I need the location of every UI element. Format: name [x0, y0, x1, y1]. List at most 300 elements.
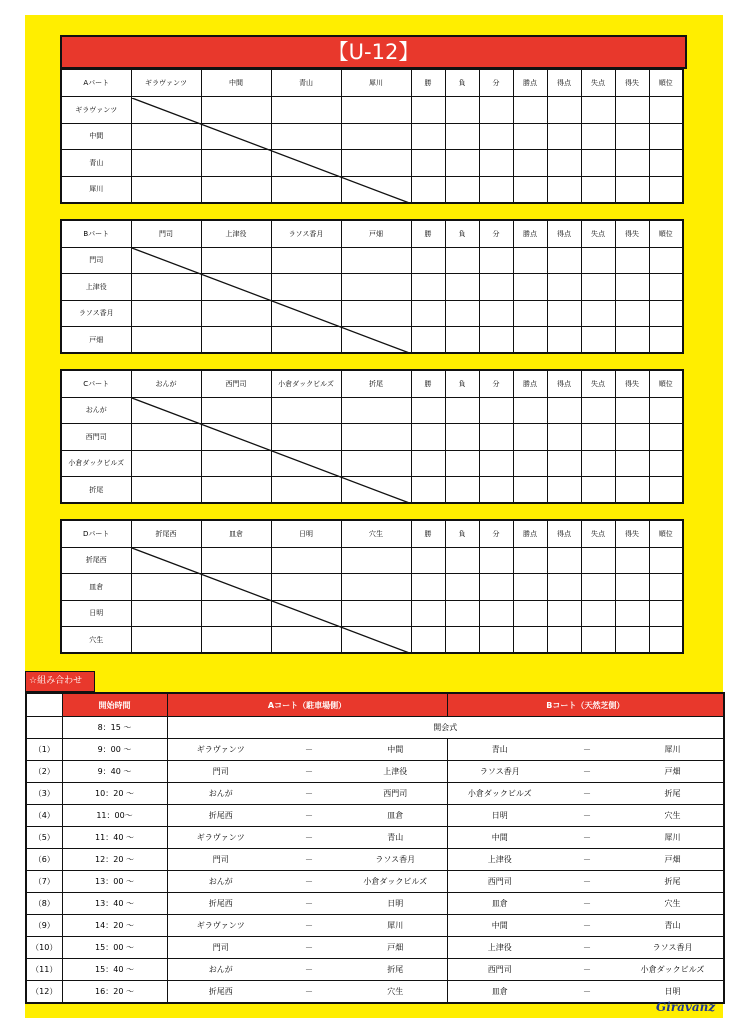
result-cell: [649, 600, 683, 627]
result-cell: [547, 477, 581, 504]
court-b-team-2: 折尾: [622, 783, 724, 805]
result-cell: [201, 123, 271, 150]
court-b-team-2: 戸畑: [622, 849, 724, 871]
match-number: （4）: [26, 805, 62, 827]
league-row: [61, 150, 683, 177]
result-cell: [615, 450, 649, 477]
league-row: [61, 123, 683, 150]
result-cell: [581, 150, 615, 177]
court-a-team-2: 皿倉: [344, 805, 447, 827]
result-cell: [513, 600, 547, 627]
result-cell: [547, 247, 581, 274]
team-column-header: 青山: [271, 70, 341, 97]
result-cell: [341, 547, 411, 574]
result-cell: [615, 150, 649, 177]
league-label: Aパート: [61, 70, 131, 97]
court-a-dash: －: [274, 937, 344, 959]
result-cell: [649, 450, 683, 477]
court-b-team-2: 犀川: [622, 827, 724, 849]
court-b-team-1: 小倉ダックビルズ: [447, 783, 552, 805]
result-cell: [649, 477, 683, 504]
court-a-dash: －: [274, 871, 344, 893]
result-cell: [411, 150, 445, 177]
court-a-dash: －: [274, 849, 344, 871]
result-cell: [201, 397, 271, 424]
result-cell: [513, 424, 547, 451]
result-cell: [649, 300, 683, 327]
result-cell: [581, 627, 615, 654]
court-b-dash: －: [552, 805, 622, 827]
court-b-dash: －: [552, 915, 622, 937]
result-cell: [341, 397, 411, 424]
result-cell: [513, 150, 547, 177]
result-cell: [479, 123, 513, 150]
result-cell: [341, 300, 411, 327]
result-cell: [201, 547, 271, 574]
result-cell: [513, 176, 547, 203]
match-time: 13：40 ～: [62, 893, 167, 915]
match-number: （1）: [26, 739, 62, 761]
result-cell: [479, 327, 513, 354]
court-a-dash: －: [274, 893, 344, 915]
result-cell: [581, 547, 615, 574]
stat-header: 失点: [581, 220, 615, 247]
stat-header: 負: [445, 70, 479, 97]
team-row-header: ギラヴァンツ: [61, 97, 131, 124]
result-cell: [341, 274, 411, 301]
schedule-table: [25, 692, 725, 1004]
result-cell: [271, 450, 341, 477]
court-b-dash: －: [552, 761, 622, 783]
schedule-row: [26, 915, 724, 937]
result-cell: [271, 150, 341, 177]
result-cell: [479, 397, 513, 424]
result-cell: [271, 600, 341, 627]
court-a-team-1: ギラヴァンツ: [167, 827, 274, 849]
result-cell: [513, 574, 547, 601]
result-cell: [479, 300, 513, 327]
league-label: Dパート: [61, 520, 131, 547]
schedule-row: [26, 959, 724, 981]
stat-header: 分: [479, 370, 513, 397]
team-column-header: 犀川: [341, 70, 411, 97]
court-b-team-1: 上津役: [447, 849, 552, 871]
match-number: （6）: [26, 849, 62, 871]
result-cell: [131, 574, 201, 601]
league-table: [60, 219, 684, 354]
result-cell: [479, 627, 513, 654]
court-a-team-2: 青山: [344, 827, 447, 849]
court-a-team-1: おんが: [167, 871, 274, 893]
league-header-row: [61, 370, 683, 397]
match-time: 15：00 ～: [62, 937, 167, 959]
team-column-header: 上津役: [201, 220, 271, 247]
result-cell: [411, 477, 445, 504]
court-b-team-1: 皿倉: [447, 981, 552, 1004]
result-cell: [649, 627, 683, 654]
result-cell: [547, 574, 581, 601]
court-b-team-2: 犀川: [622, 739, 724, 761]
result-cell: [131, 397, 201, 424]
team-row-header: おんが: [61, 397, 131, 424]
result-cell: [341, 627, 411, 654]
result-cell: [445, 150, 479, 177]
league-row: [61, 627, 683, 654]
page-title: 【U-12】: [60, 35, 687, 69]
result-cell: [341, 450, 411, 477]
court-a-dash: －: [274, 827, 344, 849]
result-cell: [445, 547, 479, 574]
result-cell: [411, 247, 445, 274]
court-b-dash: －: [552, 937, 622, 959]
league-row: [61, 300, 683, 327]
result-cell: [479, 274, 513, 301]
stat-header: 得失: [615, 370, 649, 397]
result-cell: [201, 150, 271, 177]
result-cell: [341, 574, 411, 601]
court-b-team-2: 穴生: [622, 893, 724, 915]
team-row-header: 中間: [61, 123, 131, 150]
result-cell: [649, 176, 683, 203]
court-b-dash: －: [552, 783, 622, 805]
court-b-dash: －: [552, 893, 622, 915]
league-row: [61, 450, 683, 477]
result-cell: [615, 300, 649, 327]
team-row-header: 折尾: [61, 477, 131, 504]
result-cell: [479, 97, 513, 124]
result-cell: [513, 300, 547, 327]
court-a-team-2: 小倉ダックビルズ: [344, 871, 447, 893]
result-cell: [271, 123, 341, 150]
court-b-dash: －: [552, 871, 622, 893]
court-a-team-2: 犀川: [344, 915, 447, 937]
stat-header: 勝点: [513, 520, 547, 547]
court-b-dash: －: [552, 959, 622, 981]
result-cell: [131, 176, 201, 203]
result-cell: [201, 247, 271, 274]
result-cell: [131, 123, 201, 150]
court-a-team-2: 上津役: [344, 761, 447, 783]
court-b-team-2: 穴生: [622, 805, 724, 827]
header-time: 開始時間: [62, 693, 167, 717]
court-b-team-2: 戸畑: [622, 761, 724, 783]
result-cell: [201, 477, 271, 504]
result-cell: [445, 424, 479, 451]
result-cell: [201, 327, 271, 354]
result-cell: [271, 274, 341, 301]
stat-header: 分: [479, 220, 513, 247]
result-cell: [271, 424, 341, 451]
court-b-team-1: 中間: [447, 915, 552, 937]
court-b-team-1: ラソス香月: [447, 761, 552, 783]
court-b-team-2: 青山: [622, 915, 724, 937]
result-cell: [513, 477, 547, 504]
result-cell: [445, 574, 479, 601]
court-b-team-1: 中間: [447, 827, 552, 849]
stat-header: 負: [445, 520, 479, 547]
result-cell: [271, 247, 341, 274]
result-cell: [411, 574, 445, 601]
result-cell: [341, 97, 411, 124]
result-cell: [513, 397, 547, 424]
team-column-header: 穴生: [341, 520, 411, 547]
header-court-b: Bコート（天然芝側）: [447, 693, 724, 717]
stat-header: 得失: [615, 70, 649, 97]
stat-header: 分: [479, 70, 513, 97]
result-cell: [131, 300, 201, 327]
stat-header: 失点: [581, 520, 615, 547]
team-column-header: おんが: [131, 370, 201, 397]
result-cell: [131, 424, 201, 451]
match-number: （5）: [26, 827, 62, 849]
result-cell: [615, 97, 649, 124]
court-a-dash: －: [274, 805, 344, 827]
result-cell: [445, 627, 479, 654]
match-time: 13：00 ～: [62, 871, 167, 893]
result-cell: [649, 97, 683, 124]
team-column-header: ラソス香月: [271, 220, 341, 247]
team-column-header: 門司: [131, 220, 201, 247]
result-cell: [615, 327, 649, 354]
schedule-header-row: [26, 693, 724, 717]
match-time: 14：20 ～: [62, 915, 167, 937]
result-cell: [201, 600, 271, 627]
result-cell: [411, 274, 445, 301]
stat-header: 勝: [411, 220, 445, 247]
match-number: （2）: [26, 761, 62, 783]
league-row: [61, 424, 683, 451]
court-b-dash: －: [552, 849, 622, 871]
team-row-header: 犀川: [61, 176, 131, 203]
stat-header: 勝点: [513, 370, 547, 397]
result-cell: [131, 150, 201, 177]
result-cell: [479, 600, 513, 627]
result-cell: [615, 397, 649, 424]
result-cell: [581, 574, 615, 601]
result-cell: [479, 477, 513, 504]
opening-label: 開会式: [167, 717, 724, 739]
stat-header: 得点: [547, 220, 581, 247]
result-cell: [341, 150, 411, 177]
schedule-tab-label: ☆組み合わせ: [25, 671, 95, 692]
court-b-team-2: 小倉ダックビルズ: [622, 959, 724, 981]
result-cell: [445, 600, 479, 627]
result-cell: [201, 176, 271, 203]
schedule-row: [26, 871, 724, 893]
result-cell: [445, 247, 479, 274]
result-cell: [131, 627, 201, 654]
result-cell: [271, 300, 341, 327]
court-a-team-2: 穴生: [344, 981, 447, 1004]
stat-header: 勝点: [513, 220, 547, 247]
result-cell: [581, 123, 615, 150]
team-column-header: 折尾: [341, 370, 411, 397]
stat-header: 順位: [649, 70, 683, 97]
result-cell: [341, 600, 411, 627]
court-b-dash: －: [552, 981, 622, 1004]
opening-time: 8：15 ～: [62, 717, 167, 739]
stat-header: 勝: [411, 520, 445, 547]
result-cell: [615, 176, 649, 203]
result-cell: [581, 424, 615, 451]
stat-header: 得失: [615, 220, 649, 247]
result-cell: [445, 97, 479, 124]
team-row-header: 穴生: [61, 627, 131, 654]
result-cell: [581, 300, 615, 327]
result-cell: [479, 247, 513, 274]
match-time: 11：40 ～: [62, 827, 167, 849]
court-a-dash: －: [274, 981, 344, 1004]
result-cell: [479, 547, 513, 574]
result-cell: [271, 574, 341, 601]
match-number: （12）: [26, 981, 62, 1004]
header-court-a: Aコート（駐車場側）: [167, 693, 447, 717]
result-cell: [445, 477, 479, 504]
league-row: [61, 547, 683, 574]
schedule-row: [26, 805, 724, 827]
court-a-team-1: 折尾西: [167, 805, 274, 827]
match-time: 16：20 ～: [62, 981, 167, 1004]
team-row-header: 戸畑: [61, 327, 131, 354]
result-cell: [341, 123, 411, 150]
result-cell: [581, 247, 615, 274]
league-row: [61, 247, 683, 274]
result-cell: [445, 123, 479, 150]
result-cell: [445, 176, 479, 203]
result-cell: [581, 397, 615, 424]
result-cell: [271, 627, 341, 654]
court-b-dash: －: [552, 827, 622, 849]
league-label: Cパート: [61, 370, 131, 397]
result-cell: [513, 547, 547, 574]
result-cell: [615, 627, 649, 654]
result-cell: [547, 600, 581, 627]
result-cell: [513, 247, 547, 274]
court-a-team-2: 戸畑: [344, 937, 447, 959]
result-cell: [547, 123, 581, 150]
match-number: （10）: [26, 937, 62, 959]
court-a-dash: －: [274, 783, 344, 805]
result-cell: [445, 397, 479, 424]
league-row: [61, 274, 683, 301]
match-time: 10：20 ～: [62, 783, 167, 805]
court-a-team-1: 門司: [167, 937, 274, 959]
schedule-row: [26, 937, 724, 959]
result-cell: [479, 150, 513, 177]
opening-row: [26, 717, 724, 739]
result-cell: [581, 97, 615, 124]
result-cell: [131, 450, 201, 477]
league-row: [61, 600, 683, 627]
team-column-header: 小倉ダックビルズ: [271, 370, 341, 397]
result-cell: [547, 176, 581, 203]
court-a-team-1: 折尾西: [167, 893, 274, 915]
league-header-row: [61, 70, 683, 97]
result-cell: [581, 477, 615, 504]
result-cell: [271, 176, 341, 203]
team-column-header: 戸畑: [341, 220, 411, 247]
result-cell: [615, 547, 649, 574]
result-cell: [547, 547, 581, 574]
match-number: （11）: [26, 959, 62, 981]
result-cell: [271, 97, 341, 124]
team-column-header: 皿倉: [201, 520, 271, 547]
league-label: Bパート: [61, 220, 131, 247]
stat-header: 失点: [581, 370, 615, 397]
result-cell: [411, 547, 445, 574]
result-cell: [581, 327, 615, 354]
result-cell: [445, 300, 479, 327]
result-cell: [411, 327, 445, 354]
court-b-dash: －: [552, 739, 622, 761]
team-row-header: 小倉ダックビルズ: [61, 450, 131, 477]
match-time: 9：00 ～: [62, 739, 167, 761]
team-row-header: 青山: [61, 150, 131, 177]
result-cell: [615, 274, 649, 301]
blank-cell: [26, 717, 62, 739]
stat-header: 得点: [547, 370, 581, 397]
team-row-header: ラソス香月: [61, 300, 131, 327]
league-row: [61, 97, 683, 124]
result-cell: [649, 274, 683, 301]
result-cell: [411, 97, 445, 124]
stat-header: 得失: [615, 520, 649, 547]
stat-header: 負: [445, 220, 479, 247]
result-cell: [513, 97, 547, 124]
team-row-header: 皿倉: [61, 574, 131, 601]
result-cell: [547, 327, 581, 354]
blank-cell: [26, 693, 62, 717]
result-cell: [649, 397, 683, 424]
stat-header: 勝: [411, 370, 445, 397]
stat-header: 順位: [649, 370, 683, 397]
result-cell: [201, 424, 271, 451]
court-b-team-1: 日明: [447, 805, 552, 827]
match-number: （8）: [26, 893, 62, 915]
result-cell: [547, 300, 581, 327]
result-cell: [547, 97, 581, 124]
result-cell: [131, 274, 201, 301]
court-a-dash: －: [274, 739, 344, 761]
stat-header: 得点: [547, 70, 581, 97]
court-a-team-2: ラソス香月: [344, 849, 447, 871]
league-header-row: [61, 520, 683, 547]
court-a-dash: －: [274, 761, 344, 783]
result-cell: [649, 123, 683, 150]
result-cell: [615, 574, 649, 601]
court-a-team-1: 折尾西: [167, 981, 274, 1004]
team-column-header: 日明: [271, 520, 341, 547]
result-cell: [411, 450, 445, 477]
court-a-team-2: 折尾: [344, 959, 447, 981]
result-cell: [411, 600, 445, 627]
team-column-header: 西門司: [201, 370, 271, 397]
match-number: （9）: [26, 915, 62, 937]
stat-header: 得点: [547, 520, 581, 547]
court-b-team-1: 皿倉: [447, 893, 552, 915]
result-cell: [615, 123, 649, 150]
league-row: [61, 327, 683, 354]
result-cell: [547, 397, 581, 424]
result-cell: [649, 424, 683, 451]
court-a-team-1: おんが: [167, 959, 274, 981]
court-b-team-2: ラソス香月: [622, 937, 724, 959]
match-time: 9：40 ～: [62, 761, 167, 783]
result-cell: [513, 123, 547, 150]
result-cell: [513, 450, 547, 477]
result-cell: [649, 247, 683, 274]
result-cell: [411, 627, 445, 654]
